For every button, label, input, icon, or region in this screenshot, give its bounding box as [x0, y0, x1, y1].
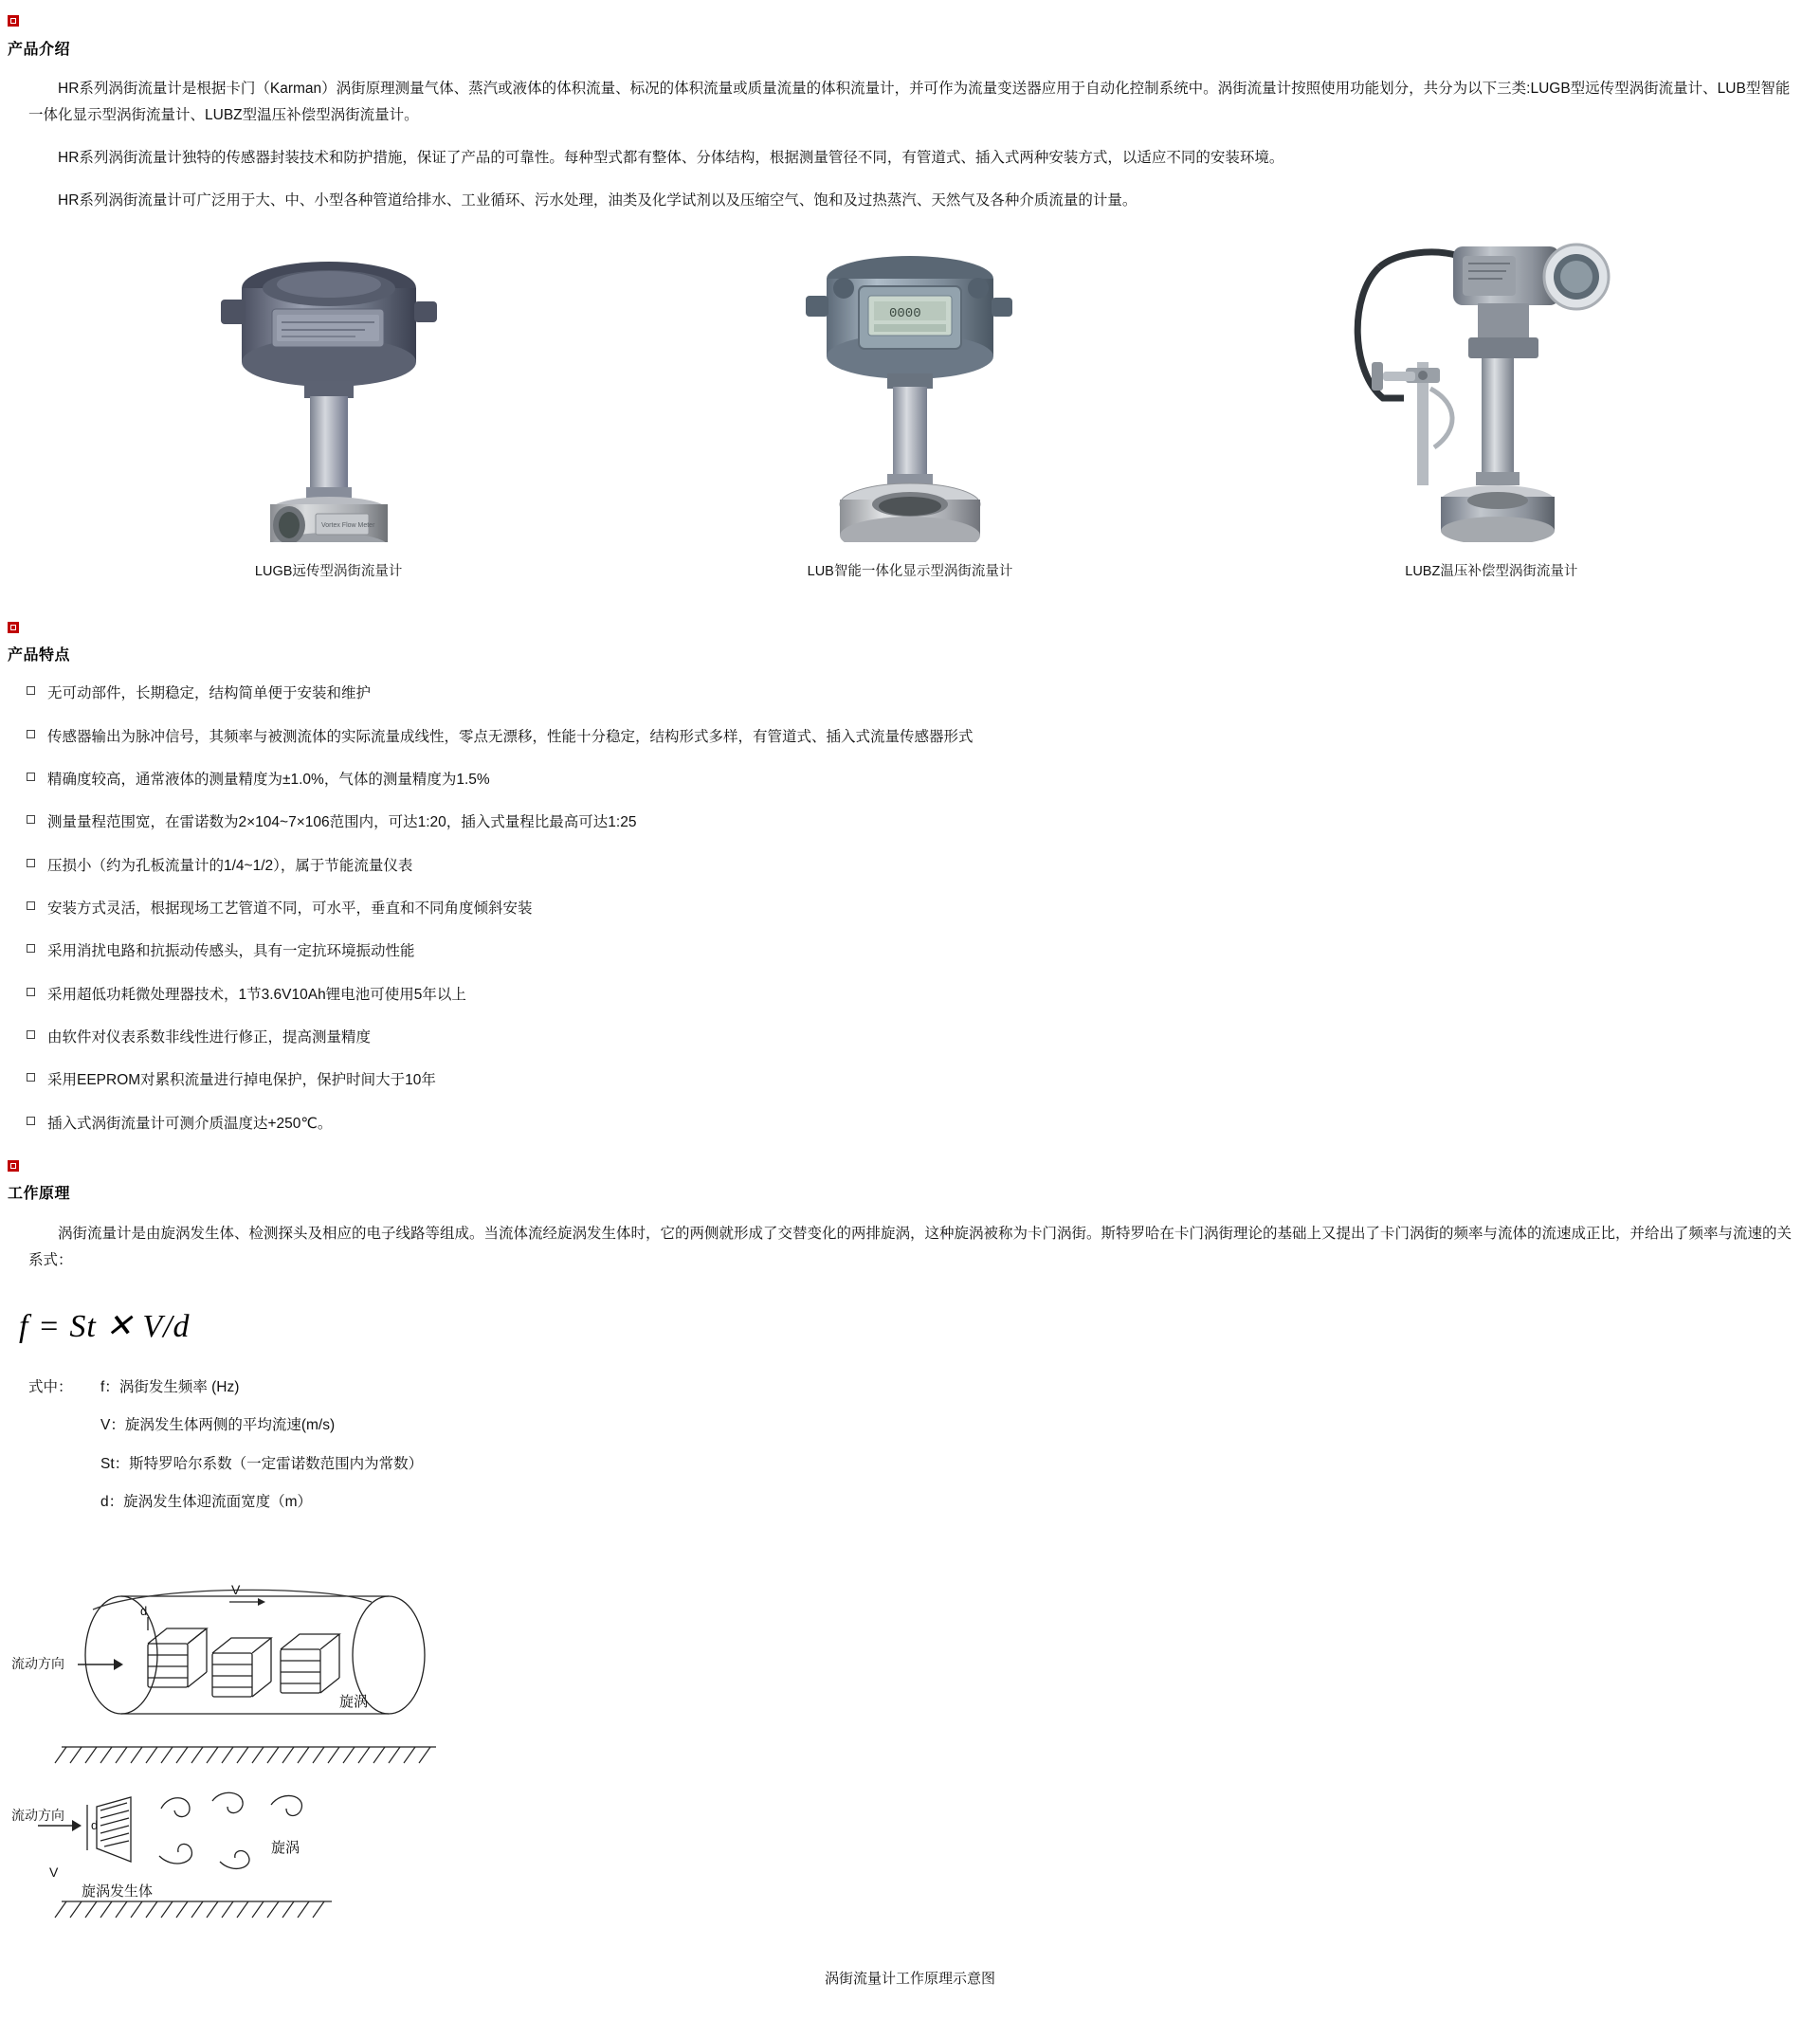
- feature-text: 传感器输出为脉冲信号，其频率与被测流体的实际流量成线性，零点无漂移，性能十分稳定，结构形式多样，有管道式、插入式流量传感器形式: [47, 728, 974, 745]
- svg-text:0000: 0000: [888, 306, 921, 322]
- diagram-label-v-bottom: V: [49, 1864, 59, 1881]
- list-item: [27, 1112, 1820, 1137]
- list-item: [27, 854, 1820, 879]
- legend-symbol: V：: [100, 1417, 125, 1434]
- diagram-label-d-top: d: [140, 1604, 148, 1619]
- diagram-caption: 涡街流量计工作原理示意图: [824, 1970, 995, 1987]
- square-bullet-icon: [27, 730, 35, 738]
- legend-prefix: [28, 1413, 100, 1438]
- legend-text: 涡街发生频率 (Hz): [118, 1378, 240, 1395]
- formula-vortex-frequency: f = St ✕ V/d: [19, 1309, 191, 1345]
- diagram-label-flow-top: 流动方向: [11, 1656, 64, 1672]
- feature-text: 压损小（约为孔板流量计的1/4~1/2），属于节能流量仪表: [47, 857, 413, 874]
- product-item-lubz: [1268, 229, 1714, 583]
- intro-paragraph-2: HR系列涡街流量计独特的传感器封装技术和防护措施，保证了产品的可靠性。每种型式都有整体、分体结构，根据测量管径不同，有管道式、插入式两种安装方式，以适应不同的安装环境。: [58, 150, 1284, 167]
- diagram-label-vortex-bottom: 旋涡: [271, 1840, 300, 1857]
- diagram-label-d-bottom: d: [91, 1818, 99, 1833]
- page-title-intro: 产品介绍: [8, 41, 71, 58]
- product-caption-lugb: LUGB远传型涡街流量计: [254, 563, 403, 579]
- list-item: [27, 897, 1820, 921]
- page-title-principle: 工作原理: [8, 1186, 71, 1203]
- square-bullet-icon: [27, 773, 35, 781]
- legend-prefix: [28, 1490, 100, 1515]
- legend-symbol: St：: [100, 1455, 130, 1472]
- list-item: [27, 983, 1820, 1008]
- product-item-lugb: [106, 229, 552, 583]
- svg-text:Vortex Flow Meter: Vortex Flow Meter: [320, 522, 375, 530]
- square-bullet-icon: [27, 944, 35, 953]
- diagram-label-generator: 旋涡发生体: [82, 1883, 154, 1901]
- square-bullet-icon: [27, 686, 35, 695]
- list-item: [27, 725, 1820, 750]
- legend-row: [28, 1490, 1820, 1515]
- feature-text: 采用超低功耗微处理器技术，1节3.6V10Ah锂电池可使用5年以上: [47, 986, 466, 1003]
- feature-list: [0, 682, 1820, 1137]
- list-item: [27, 1068, 1820, 1093]
- list-item: [27, 1026, 1820, 1050]
- principle-diagram-wrap: [0, 1543, 1820, 1950]
- feature-text: 采用EEPROM对累积流量进行掉电保护，保护时间大于10年: [47, 1072, 436, 1089]
- feature-text: 测量量程范围宽，在雷诺数为2×104~7×106范围内，可达1:20，插入式量程比最高可达1:25: [47, 814, 637, 831]
- legend-prefix: 式中：: [28, 1378, 73, 1395]
- vortex-flowmeter-lugb-photo: [130, 229, 528, 542]
- square-bullet-icon: [27, 901, 35, 910]
- intro-paragraph-3: HR系列涡街流量计可广泛用于大、中、小型各种管道给排水、工业循环、污水处理，油类及化学试剂以及压缩空气、饱和及过热蒸汽、天然气及各种介质流量的计量。: [58, 191, 1138, 209]
- product-image-row: [0, 229, 1820, 583]
- feature-text: 精确度较高，通常液体的测量精度为±1.0%，气体的测量精度为1.5%: [47, 771, 490, 788]
- legend-row: [28, 1452, 1820, 1477]
- vortex-flowmeter-lubz-photo: [1292, 229, 1690, 542]
- page-title-features: 产品特点: [8, 647, 71, 664]
- formula-legend: [0, 1375, 1820, 1515]
- square-bullet-icon: [27, 1030, 35, 1039]
- square-bullet-icon: [27, 988, 35, 996]
- principle-paragraph-1: 涡街流量计是由旋涡发生体、检测探头及相应的电子线路等组成。当流体流经旋涡发生体时，它的两侧就形成了交替变化的两排旋涡，这种旋涡被称为卡门涡街。斯特罗哈在卡门涡街理论的基础上又提出了卡门涡街的频率与流体的流速成正比，并给出了频率与流速的关系式：: [28, 1225, 1793, 1269]
- vortex-flowmeter-lub-photo: [711, 229, 1109, 542]
- section-intro: [0, 9, 1820, 584]
- square-bullet-icon: [27, 1117, 35, 1125]
- list-item: [27, 682, 1820, 706]
- section-features: [0, 616, 1820, 1137]
- feature-text: 由软件对仪表系数非线性进行修正，提高测量精度: [47, 1028, 372, 1046]
- legend-row: [28, 1413, 1820, 1438]
- legend-text: 旋涡发生体迎流面宽度（m）: [123, 1493, 313, 1510]
- product-caption-lub: LUB智能一体化显示型涡街流量计: [807, 563, 1013, 579]
- legend-symbol: d：: [100, 1493, 124, 1510]
- feature-text: 插入式涡街流量计可测介质温度达+250℃。: [47, 1115, 333, 1132]
- legend-prefix: [28, 1452, 100, 1477]
- feature-text: 采用消扰电路和抗振动传感头，具有一定抗环境振动性能: [47, 943, 415, 960]
- list-item: [27, 939, 1820, 964]
- red-square-icon: [8, 622, 19, 633]
- intro-paragraph-1: HR系列涡街流量计是根据卡门（Karman）涡街原理测量气体、蒸汽或液体的体积流量、标况的体积流量或质量流量的体积流量计，并可作为流量变送器应用于自动化控制系统中。涡街流量计按照使用功能划分，共分为以下三类:LUGB型远传型涡街流量计、LUB型智能一体化显示型涡街流量计、LUBZ型温压补偿型涡街流量计。: [28, 80, 1791, 124]
- vortex-principle-diagram: [9, 1543, 540, 1941]
- feature-text: 无可动部件，长期稳定，结构简单便于安装和维护: [47, 685, 372, 702]
- list-item: [27, 810, 1820, 835]
- square-bullet-icon: [27, 859, 35, 867]
- diagram-label-vortex-top: 旋涡: [339, 1694, 369, 1711]
- diagram-label-flow-bottom: 流动方向: [11, 1808, 64, 1824]
- diagram-label-v-top: V: [231, 1582, 241, 1598]
- red-square-icon: [8, 15, 19, 27]
- legend-symbol: f：: [100, 1378, 119, 1395]
- section-principle: [0, 1155, 1820, 1991]
- legend-text: 旋涡发生体两侧的平均流速(m/s): [124, 1417, 336, 1434]
- legend-row: [28, 1375, 1820, 1400]
- red-square-icon: [8, 1160, 19, 1172]
- product-caption-lubz: LUBZ温压补偿型涡街流量计: [1405, 563, 1578, 579]
- list-item: [27, 768, 1820, 792]
- square-bullet-icon: [27, 815, 35, 824]
- feature-text: 安装方式灵活，根据现场工艺管道不同，可水平，垂直和不同角度倾斜安装: [47, 900, 533, 917]
- legend-text: 斯特罗哈尔系数（一定雷诺数范围内为常数）: [129, 1455, 424, 1472]
- square-bullet-icon: [27, 1073, 35, 1082]
- product-item-lub: [687, 229, 1133, 583]
